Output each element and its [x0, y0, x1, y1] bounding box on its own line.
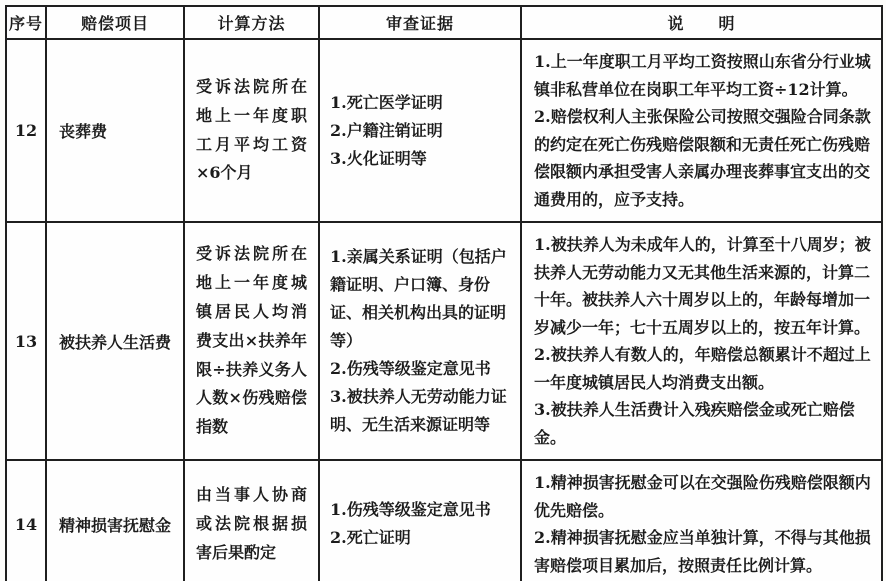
calculation-method-cell: 受诉法院所在地上一年度城镇居民人均消费支出×扶养年限÷扶养义务人人数×伤残赔偿指数 [184, 222, 319, 460]
calculation-method-cell: 受诉法院所在地上一年度职工月平均工资×6个月 [184, 39, 319, 222]
row-number-cell: 14 [6, 460, 46, 581]
note-paragraph: 1.被扶养人为未成年人的，计算至十八周岁；被扶养人无劳动能力又无其他生活来源的，计算二十年。被扶养人六十周岁以上的，年龄每增加一岁减少一年；七十五周岁以上的，按五年计算。 [534, 235, 871, 337]
row-number-cell: 12 [6, 39, 46, 222]
table-body [6, 39, 882, 581]
row-number-cell: 13 [6, 222, 46, 460]
evidence-line: 2.死亡证明 [330, 528, 411, 548]
review-evidence-cell [319, 222, 521, 460]
compensation-item-cell: 被扶养人生活费 [46, 222, 184, 460]
explanation-cell [521, 222, 882, 460]
evidence-line: 3.火化证明等 [330, 148, 427, 168]
note-paragraph: 3.被扶养人生活费计入残疾赔偿金或死亡赔偿金。 [534, 400, 855, 447]
table-row [6, 460, 882, 581]
note-paragraph: 1.精神损害抚慰金可以在交强险伤残赔偿限额内优先赔偿。 [534, 473, 871, 520]
compensation-item-cell: 精神损害抚慰金 [46, 460, 184, 581]
evidence-line: 2.户籍注销证明 [330, 120, 443, 140]
compensation-table [5, 5, 883, 581]
column-header-evidence: 审查证据 [319, 6, 521, 39]
calculation-method-cell: 由当事人协商或法院根据损害后果酌定 [184, 460, 319, 581]
evidence-line: 1.亲属关系证明（包括户籍证明、户口簿、身份证、相关机构出具的证明等） [330, 247, 507, 351]
compensation-item-cell: 丧葬费 [46, 39, 184, 222]
note-paragraph: 2.赔偿权利人主张保险公司按照交强险合同条款的约定在死亡伤残赔偿限额和无责任死亡伤残赔偿限额内承担受害人亲属办理丧葬事宜支出的交通费用的，应予支持。 [534, 107, 871, 209]
evidence-line: 1.伤残等级鉴定意见书 [330, 500, 491, 520]
table-row [6, 39, 882, 222]
evidence-line: 2.伤残等级鉴定意见书 [330, 359, 491, 379]
note-paragraph: 2.精神损害抚慰金应当单独计算，不得与其他损害赔偿项目累加后，按照责任比例计算。 [534, 528, 871, 575]
evidence-line: 3.被扶养人无劳动能力证明、无生活来源证明等 [330, 387, 507, 435]
explanation-cell [521, 460, 882, 581]
column-header-item: 赔偿项目 [46, 6, 184, 39]
review-evidence-cell [319, 460, 521, 581]
note-paragraph: 2.被扶养人有数人的，年赔偿总额累计不超过上一年度城镇居民人均消费支出额。 [534, 345, 871, 392]
table-row [6, 222, 882, 460]
header-row [6, 6, 882, 39]
review-evidence-cell [319, 39, 521, 222]
column-header-notes: 说 明 [521, 6, 882, 39]
column-header-no: 序号 [6, 6, 46, 39]
note-paragraph: 1.上一年度职工月平均工资按照山东省分行业城镇非私营单位在岗职工年平均工资÷12计算。 [534, 52, 871, 99]
explanation-cell [521, 39, 882, 222]
evidence-line: 1.死亡医学证明 [330, 92, 443, 112]
column-header-method: 计算方法 [184, 6, 319, 39]
